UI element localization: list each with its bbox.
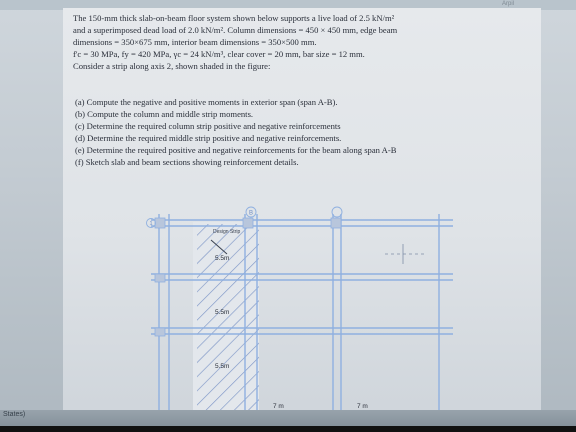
dimension-marks	[385, 244, 425, 264]
grid-bubble-c	[332, 207, 342, 217]
design-strip-label: Design Strip	[213, 229, 241, 235]
shaded-strip-hatch	[197, 224, 259, 412]
problem-line-1: The 150-mm thick slab-on-beam floor system shown below supports a live load of 2.5 kN/m²	[73, 13, 395, 23]
problem-line-4: f'c = 30 MPa, fy = 420 MPa, γc = 24 kN/m³, clear cover = 20 mm, bar size = 12 mm.	[73, 49, 365, 59]
problem-line-3: dimensions = 350×675 mm, interior beam dimensions = 350×500 mm.	[73, 37, 317, 47]
task-f: (f) Sketch slab and beam sections showing reinforcement details.	[75, 157, 299, 167]
task-b: (b) Compute the column and middle strip moments.	[75, 109, 254, 119]
row-label-3: 5.5m	[215, 363, 230, 370]
status-text: States)	[3, 411, 26, 418]
header-tab[interactable]: Arpil	[501, 1, 514, 7]
col-label-2: 7 m	[357, 403, 368, 410]
task-c: (c) Determine the required column strip positive and negative reinforcements	[75, 121, 341, 131]
monitor-bezel	[0, 426, 576, 432]
floor-plan-drawing	[145, 202, 465, 416]
grid-number: 1	[149, 221, 153, 227]
problem-line-5: Consider a strip along axis 2, shown shaded in the figure:	[73, 61, 271, 71]
task-d: (d) Determine the required middle strip positive and negative reinforcements.	[75, 133, 342, 143]
col-label-1: 7 m	[273, 403, 284, 410]
row-label-2: 5.5m	[215, 309, 230, 316]
problem-line-2: and a superimposed dead load of 2.0 kN/m². Column dimensions = 450 × 450 mm, edge beam	[73, 25, 398, 35]
task-e: (e) Determine the required positive and negative reinforcements for the beam along span A-B	[75, 145, 397, 155]
grid-letter: B	[248, 210, 254, 217]
row-label-1: 5.5m	[215, 255, 230, 262]
task-a: (a) Compute the negative and positive moments in exterior span (span A-B).	[75, 97, 338, 107]
document-page	[63, 8, 541, 418]
